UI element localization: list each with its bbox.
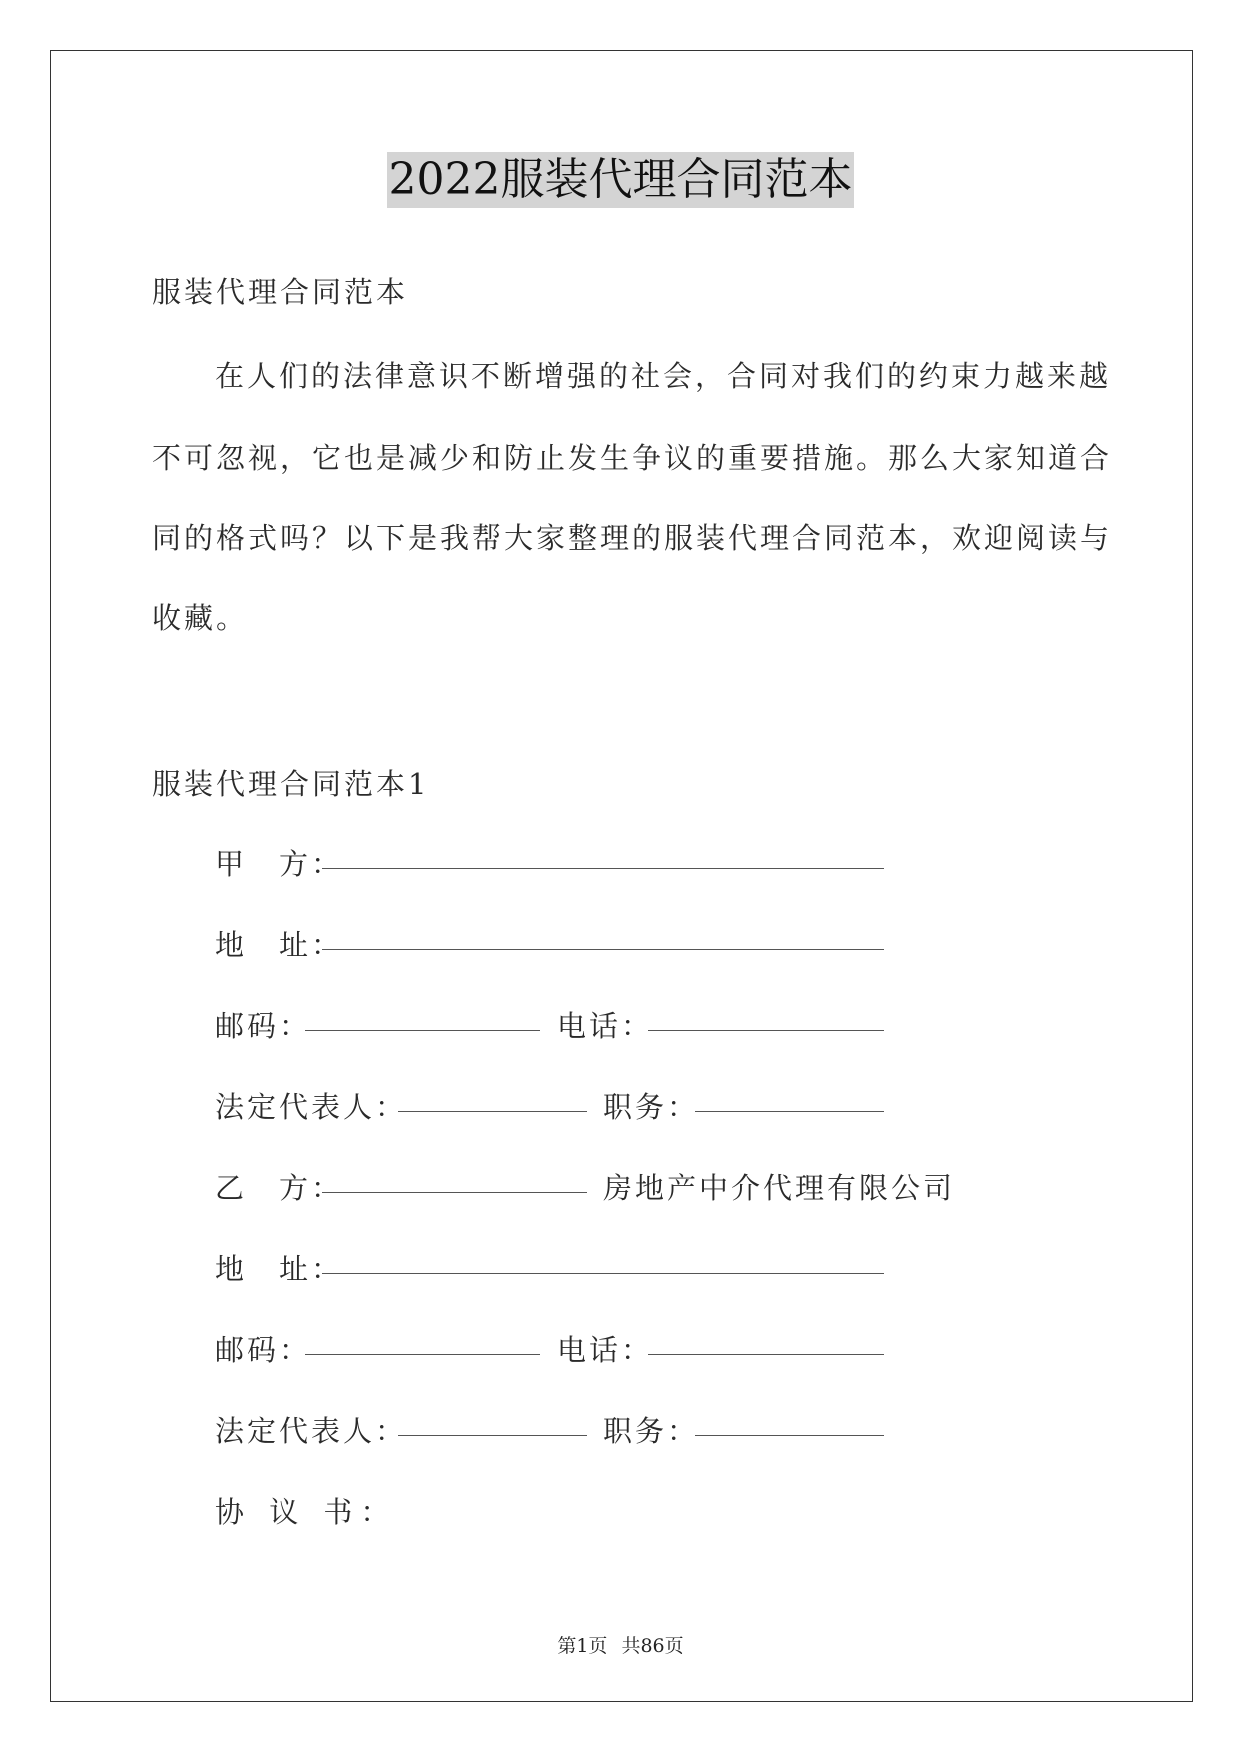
party-a-name-blank[interactable] [322,868,884,869]
party-a-position-label: 职务： [603,1090,700,1124]
party-b-postcode-label: 邮码： [215,1333,312,1367]
party-a-position-blank[interactable] [695,1111,884,1112]
party-b-legal-rep-blank[interactable] [398,1435,587,1436]
party-a-legal-rep-blank[interactable] [398,1111,587,1112]
party-a-phone-blank[interactable] [648,1030,884,1031]
party-b-company-suffix: 房地产中介代理有限公司 [603,1171,956,1205]
party-a-name-label: 甲 方： [215,847,344,881]
document-title: 2022服装代理合同范本 [387,152,855,208]
party-b-address-label: 地 址： [215,1252,344,1286]
party-b-name-blank[interactable] [322,1192,587,1193]
document-title-wrapper [0,152,1241,208]
party-a-legal-rep-label: 法定代表人： [215,1090,408,1124]
party-b-phone-blank[interactable] [648,1354,884,1355]
party-b-position-label: 职务： [603,1414,700,1448]
agreement-label: 协 议 书： [215,1495,398,1529]
party-a-postcode-label: 邮码： [215,1009,312,1043]
subtitle: 服装代理合同范本 [152,275,409,309]
page-number: 第1页 [557,1635,608,1657]
party-a-postcode-blank[interactable] [305,1030,540,1031]
intro-line-4: 收藏。 [152,601,249,635]
party-a-address-blank[interactable] [322,949,884,950]
intro-line-3: 同的格式吗？以下是我帮大家整理的服装代理合同范本，欢迎阅读与 [152,521,1113,555]
intro-line-2: 不可忽视，它也是减少和防止发生争议的重要措施。那么大家知道合 [152,441,1113,475]
intro-line-1: 在人们的法律意识不断增强的社会，合同对我们的约束力越来越 [215,359,1112,393]
party-a-address-label: 地 址： [215,928,344,962]
party-a-phone-label: 电话： [557,1009,654,1043]
party-b-address-blank[interactable] [322,1273,884,1274]
party-b-legal-rep-label: 法定代表人： [215,1414,408,1448]
party-b-phone-label: 电话： [557,1333,654,1367]
page-footer [0,1631,1241,1658]
section-heading: 服装代理合同范本1 [152,767,430,801]
party-b-position-blank[interactable] [695,1435,884,1436]
page-total: 共86页 [621,1635,684,1657]
party-b-name-label: 乙 方： [215,1171,344,1205]
party-b-postcode-blank[interactable] [305,1354,540,1355]
